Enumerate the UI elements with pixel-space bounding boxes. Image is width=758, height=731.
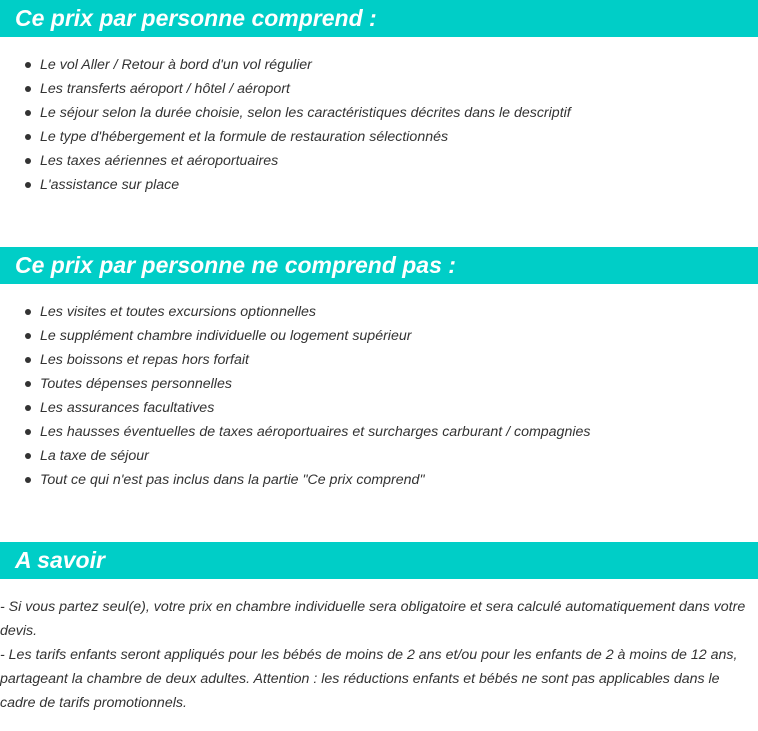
- list-item: [0, 149, 758, 173]
- bullet-icon: [25, 357, 31, 363]
- bullet-icon: [25, 333, 31, 339]
- bullet-icon: [25, 110, 31, 116]
- list-item: [0, 420, 758, 444]
- excluded-list: [0, 300, 758, 492]
- bullet-icon: [25, 381, 31, 387]
- bullet-icon: [25, 134, 31, 140]
- bullet-icon: [25, 477, 31, 483]
- bullet-icon: [25, 453, 31, 459]
- list-item-text: Les boissons et repas hors forfait: [40, 352, 249, 368]
- list-item-text: Le séjour selon la durée choisie, selon les caractéristiques décrites dans le descriptif: [40, 105, 571, 121]
- list-item: [0, 125, 758, 149]
- list-item: [0, 348, 758, 372]
- list-item: [0, 77, 758, 101]
- bullet-icon: [25, 405, 31, 411]
- list-item: [0, 53, 758, 77]
- bullet-icon: [25, 309, 31, 315]
- list-item: [0, 372, 758, 396]
- list-item-text: Le type d'hébergement et la formule de restauration sélectionnés: [40, 129, 449, 145]
- list-item: [0, 396, 758, 420]
- list-item-text: Les transferts aéroport / hôtel / aéroport: [40, 81, 290, 97]
- included-section-title: Ce prix par personne comprend :: [0, 0, 758, 37]
- list-item: [0, 173, 758, 197]
- list-item-text: Le vol Aller / Retour à bord d'un vol régulier: [40, 57, 312, 73]
- list-item-text: Toutes dépenses personnelles: [40, 376, 232, 392]
- list-item-text: Les hausses éventuelles de taxes aéroportuaires et surcharges carburant / compagnies: [40, 424, 591, 440]
- list-item-text: Tout ce qui n'est pas inclus dans la partie "Ce prix comprend": [40, 472, 425, 488]
- list-item: [0, 101, 758, 125]
- info-section-title: A savoir: [0, 542, 758, 579]
- excluded-section-title: Ce prix par personne ne comprend pas :: [0, 247, 758, 284]
- bullet-icon: [25, 182, 31, 188]
- list-item: [0, 324, 758, 348]
- info-note: - Si vous partez seul(e), votre prix en chambre individuelle sera obligatoire et sera calculé automatiquement dans votre devis.: [0, 599, 746, 639]
- bullet-icon: [25, 62, 31, 68]
- included-list: [0, 53, 758, 197]
- list-item-text: Les assurances facultatives: [40, 400, 215, 416]
- list-item: [0, 444, 758, 468]
- list-item-text: Le supplément chambre individuelle ou logement supérieur: [40, 328, 412, 344]
- bullet-icon: [25, 86, 31, 92]
- list-item: [0, 300, 758, 324]
- list-item-text: La taxe de séjour: [40, 448, 149, 464]
- bullet-icon: [25, 429, 31, 435]
- list-item-text: L'assistance sur place: [40, 177, 180, 193]
- info-notes: [0, 595, 758, 715]
- list-item-text: Les visites et toutes excursions optionnelles: [40, 304, 317, 320]
- list-item-text: Les taxes aériennes et aéroportuaires: [40, 153, 279, 169]
- list-item: [0, 468, 758, 492]
- info-note: - Les tarifs enfants seront appliqués pour les bébés de moins de 2 ans et/ou pour les enfants de 2 à moins de 12 ans, partageant la chambre de deux adultes. Attention : les réductions enfants et bébés ne sont pas applicables dans le cadre de tarifs promotionnels.: [0, 647, 738, 711]
- bullet-icon: [25, 158, 31, 164]
